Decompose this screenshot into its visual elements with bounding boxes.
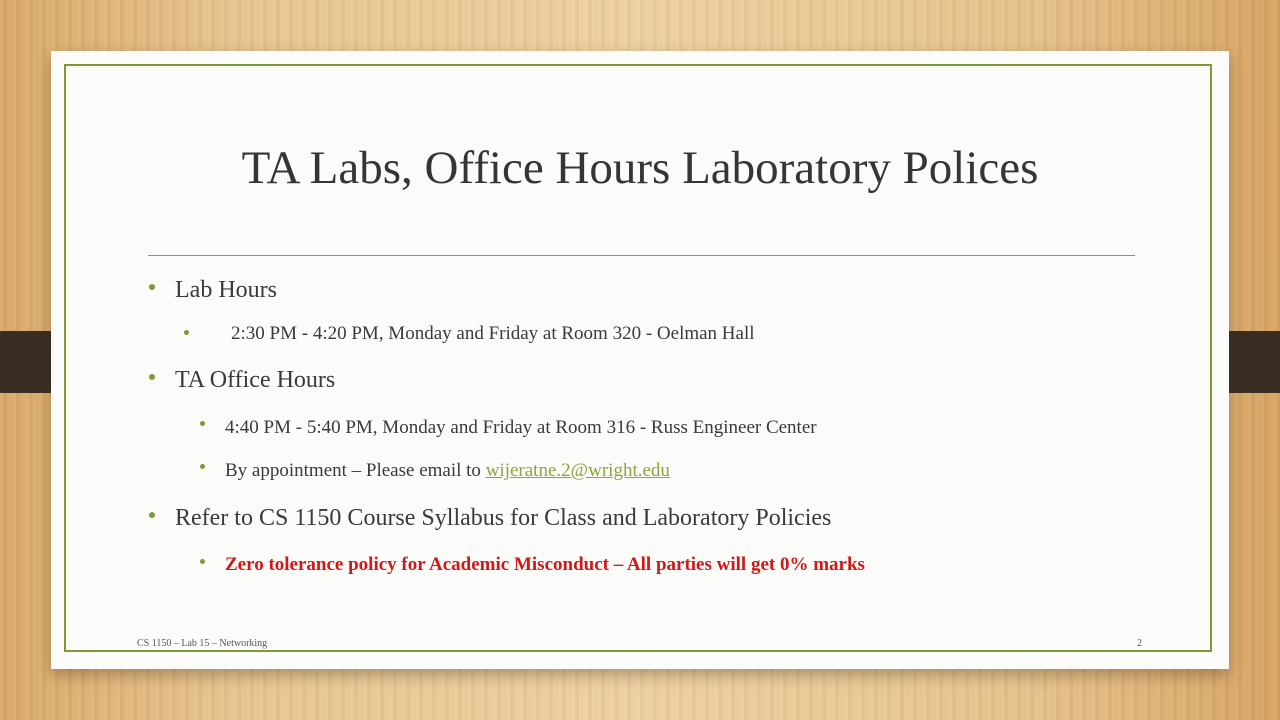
bullet-icon	[149, 284, 155, 290]
bullet-icon	[200, 421, 205, 426]
slide-title: TA Labs, Office Hours Laboratory Polices	[241, 142, 1039, 194]
footer-page-number: 2	[1137, 638, 1142, 649]
footer-course: CS 1150 – Lab 15 – Networking	[137, 638, 268, 649]
bullet-appointment	[225, 460, 670, 482]
slide	[51, 51, 1229, 669]
appointment-text: By appointment – Please email to	[225, 460, 486, 481]
bullet-icon	[184, 330, 189, 335]
bullet-office-hours-time: 4:40 PM - 5:40 PM, Monday and Friday at Room 316 - Russ Engineer Center	[225, 417, 817, 438]
bullet-icon	[200, 559, 205, 564]
bullet-lab-hours-time: 2:30 PM - 4:20 PM, Monday and Friday at Room 320 - Oelman Hall	[231, 323, 755, 344]
title-divider	[148, 255, 1135, 256]
bullet-icon	[200, 464, 205, 469]
email-link[interactable]: wijeratne.2@wright.edu	[485, 460, 670, 481]
bullet-lab-hours: Lab Hours	[175, 277, 277, 303]
bullet-zero-tolerance: Zero tolerance policy for Academic Misconduct – All parties will get 0% marks	[225, 554, 865, 575]
bullet-office-hours: TA Office Hours	[175, 367, 336, 393]
bullet-icon	[149, 374, 155, 380]
bullet-icon	[149, 512, 155, 518]
bullet-refer-syllabus: Refer to CS 1150 Course Syllabus for Class and Laboratory Policies	[175, 505, 832, 531]
